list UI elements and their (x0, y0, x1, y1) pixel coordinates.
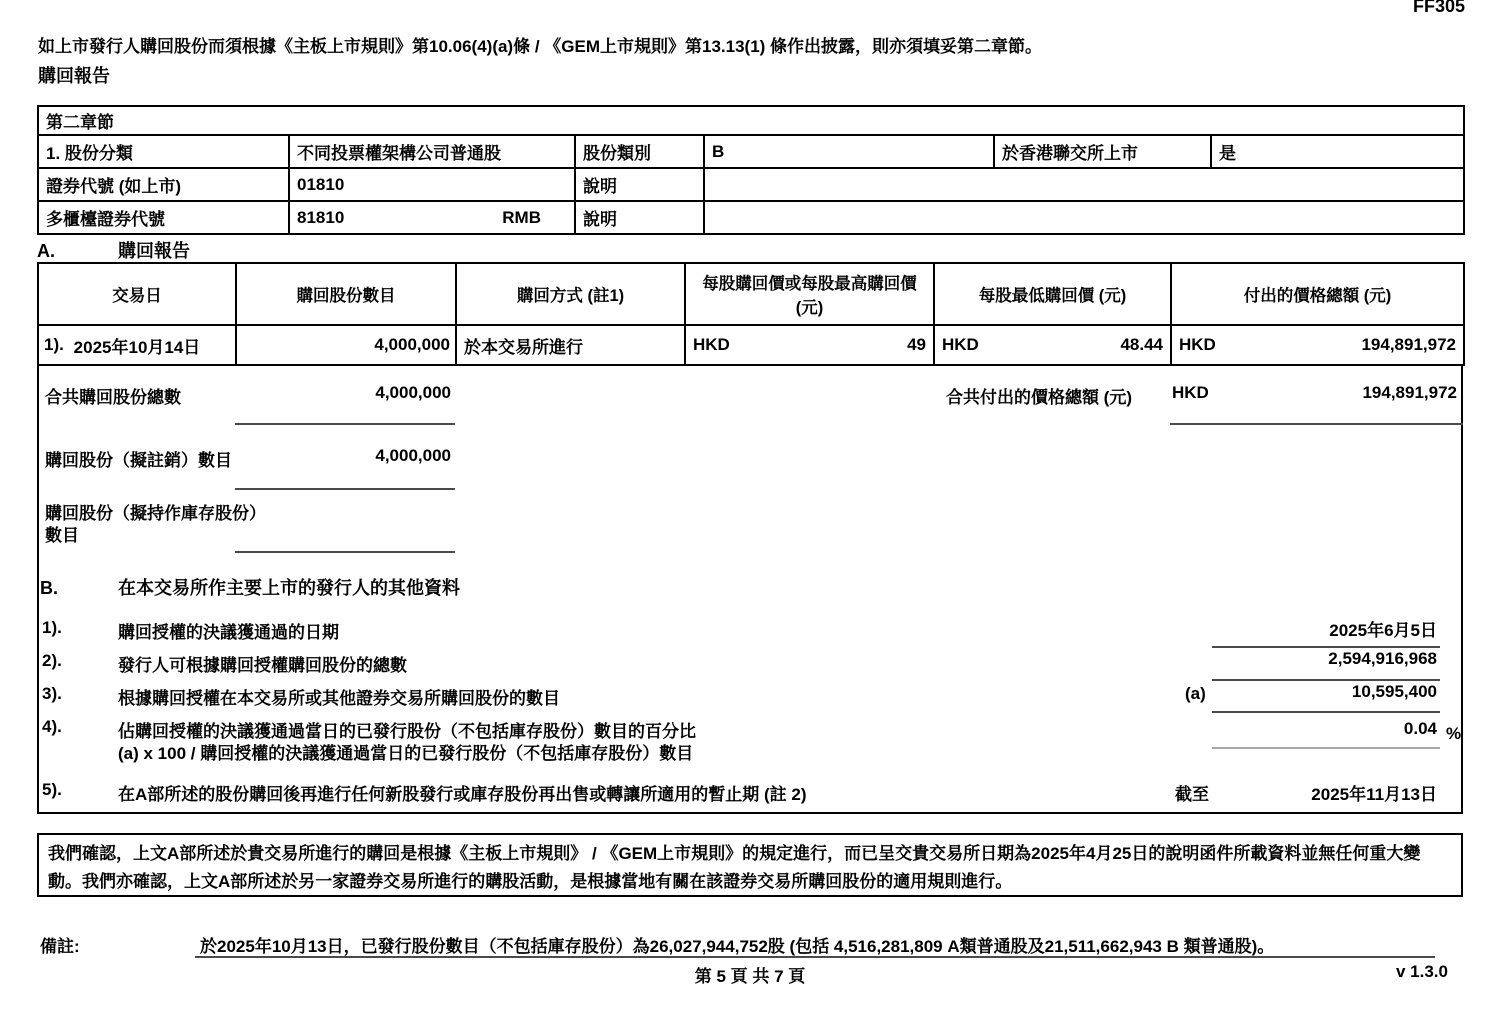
section-b-letter: B. (40, 578, 58, 598)
description-value (704, 168, 1464, 201)
section-b-title: 在本交易所作主要上市的發行人的其他資料 (118, 578, 460, 598)
note-label: 備註: (40, 937, 80, 956)
share-class-value: 不同投票權架構公司普通股 (289, 135, 575, 168)
col-total-paid: 付出的價格總額 (元) (1171, 263, 1464, 325)
multi-counter-currency: RMB (502, 207, 541, 227)
b-item-index: 5). (42, 780, 62, 799)
row-index: 1). (44, 335, 64, 354)
underline (1170, 423, 1463, 425)
footer-version: v 1.3.0 (1396, 962, 1448, 981)
b-item-prefix: 截至 (1175, 785, 1209, 804)
b-item-label: 購回授權的決議獲通過的日期 (118, 623, 339, 642)
confirmation-box: 我們確認，上文A部所述於貴交易所進行的購回是根據《主板上市規則》 / 《GEM上市規則》的規定進行，而已呈交貴交易所日期為2025年4月25日的說明函件所載資料並無任何重大變動。我們亦確認，上文A部所述於另一家證券交易所進行的購股活動，是根據當地有關在該證券交易所購回股份的適用規則進行。 (37, 833, 1463, 897)
total-shares-label: 合共購回股份總數 (45, 388, 181, 407)
b-item-index: 4). (42, 717, 62, 736)
col-method: 購回方式 (註1) (456, 263, 685, 325)
b-item-marker: (a) (1185, 684, 1206, 703)
cancel-shares-label: 購回股份（擬註銷）數目 (45, 451, 232, 470)
b-item-value: 2,594,916,968 (1328, 649, 1437, 668)
listed-hkex-value: 是 (1211, 135, 1464, 168)
total-paid-label: 合共付出的價格總額 (元) (945, 388, 1132, 407)
col-shares: 購回股份數目 (236, 263, 456, 325)
b-item-label: 佔購回授權的決議獲通過當日的已發行股份（不包括庫存股份）數目的百分比 (118, 722, 696, 741)
share-type-label: 股份類別 (575, 135, 704, 168)
col-lowest-price: 每股最低購回價 (元) (934, 263, 1171, 325)
total-paid-value: 194,891,972 (1362, 383, 1457, 402)
underline (235, 551, 455, 553)
b-item-index: 3). (42, 684, 62, 703)
listed-hkex-label: 於香港聯交所上市 (994, 135, 1211, 168)
section-b-heading (40, 574, 460, 600)
lowest-price-value: 48.44 (1120, 335, 1163, 354)
section-a-heading (37, 237, 190, 263)
total-paid-cell (1171, 325, 1464, 365)
table-row (38, 106, 1464, 135)
report-title: 購回報告 (38, 66, 110, 86)
method-value: 於本交易所進行 (456, 325, 685, 365)
highest-currency: HKD (693, 335, 730, 354)
underline (1212, 711, 1440, 713)
b-item-index: 1). (42, 618, 62, 637)
highest-price-value: 49 (907, 335, 926, 354)
share-type-value: B (704, 135, 994, 168)
description-label: 說明 (575, 201, 704, 234)
b-item-value: 2025年11月13日 (1311, 785, 1437, 804)
underline (1212, 747, 1440, 749)
share-class-label: 1. 股份分類 (38, 135, 289, 168)
lowest-price-cell (934, 325, 1171, 365)
b-item-label: 根據購回授權在本交易所或其他證券交易所購回股份的數目 (118, 689, 560, 708)
col-highest-price: 每股購回價或每股最高購回價 (元) (685, 263, 934, 325)
footer-page-info: 第 5 頁 共 7 頁 (694, 967, 806, 986)
total-shares-value: 4,000,000 (375, 383, 451, 402)
b-item-value: 0.04 (1403, 719, 1437, 738)
note-text: 於2025年10月13日，已發行股份數目（不包括庫存股份）為26,027,944,752股 (包括 4,516,281,809 A類普通股及21,511,662,943 B 類普通股)。 (200, 937, 1275, 956)
stock-code-value: 01810 (289, 168, 575, 201)
table-row (38, 135, 1464, 168)
b-item-label-line2: (a) x 100 / 購回授權的決議獲通過當日的已發行股份（不包括庫存股份）數目 (118, 744, 694, 763)
b-item-label: 發行人可根據購回授權購回股份的總數 (118, 656, 407, 675)
underline (235, 423, 455, 425)
description-value (704, 201, 1464, 234)
table-row (38, 325, 1464, 365)
repurchase-table (37, 262, 1465, 366)
intro-paragraph: 如上市發行人購回股份而須根據《主板上市規則》第10.06(4)(a)條 / 《GEM上市規則》第13.13(1) 條作出披露，則亦須填妥第二章節。 (38, 37, 1043, 56)
multi-counter-code-value: 81810 (297, 207, 345, 227)
b-item-label: 在A部所述的股份購回後再進行任何新股發行或庫存股份再出售或轉讓所適用的暫止期 (註 2) (118, 785, 807, 804)
underline (1212, 646, 1440, 648)
total-paid-currency: HKD (1179, 335, 1216, 354)
cancel-shares-value: 4,000,000 (375, 446, 451, 465)
section2-title-cell: 第二章節 (38, 106, 1464, 135)
col-trade-date: 交易日 (38, 263, 236, 325)
highest-price-cell (685, 325, 934, 365)
multi-counter-code-label: 多櫃檯證券代號 (38, 201, 289, 234)
b-item-index: 2). (42, 651, 62, 670)
description-label: 說明 (575, 168, 704, 201)
stock-code-label: 證券代號 (如上市) (38, 168, 289, 201)
footer-divider (195, 956, 1435, 958)
total-paid-value: 194,891,972 (1361, 335, 1456, 354)
totals-and-section-b (37, 366, 1463, 814)
treasury-shares-label-line1: 購回股份（擬持作庫存股份） (45, 504, 266, 523)
form-code: FF305 (1412, 0, 1465, 16)
b-item-value: 10,595,400 (1351, 682, 1437, 701)
treasury-shares-label-line2: 數目 (45, 526, 79, 545)
trade-date-cell (38, 325, 236, 365)
section2-table (37, 105, 1465, 235)
total-paid-currency: HKD (1172, 383, 1209, 402)
table-header-row (38, 263, 1464, 325)
underline (1212, 679, 1440, 681)
multi-counter-code-cell (289, 201, 575, 234)
shares-value: 4,000,000 (236, 325, 456, 365)
underline (235, 488, 455, 490)
table-row (38, 168, 1464, 201)
table-row (38, 201, 1464, 234)
lowest-currency: HKD (942, 335, 979, 354)
section-a-letter: A. (37, 241, 55, 261)
b-item-value: 2025年6月5日 (1329, 621, 1437, 640)
b-item-percent-suffix: % (1446, 724, 1462, 743)
trade-date-value: 2025年10月14日 (73, 337, 201, 357)
section-a-title: 購回報告 (118, 241, 190, 261)
